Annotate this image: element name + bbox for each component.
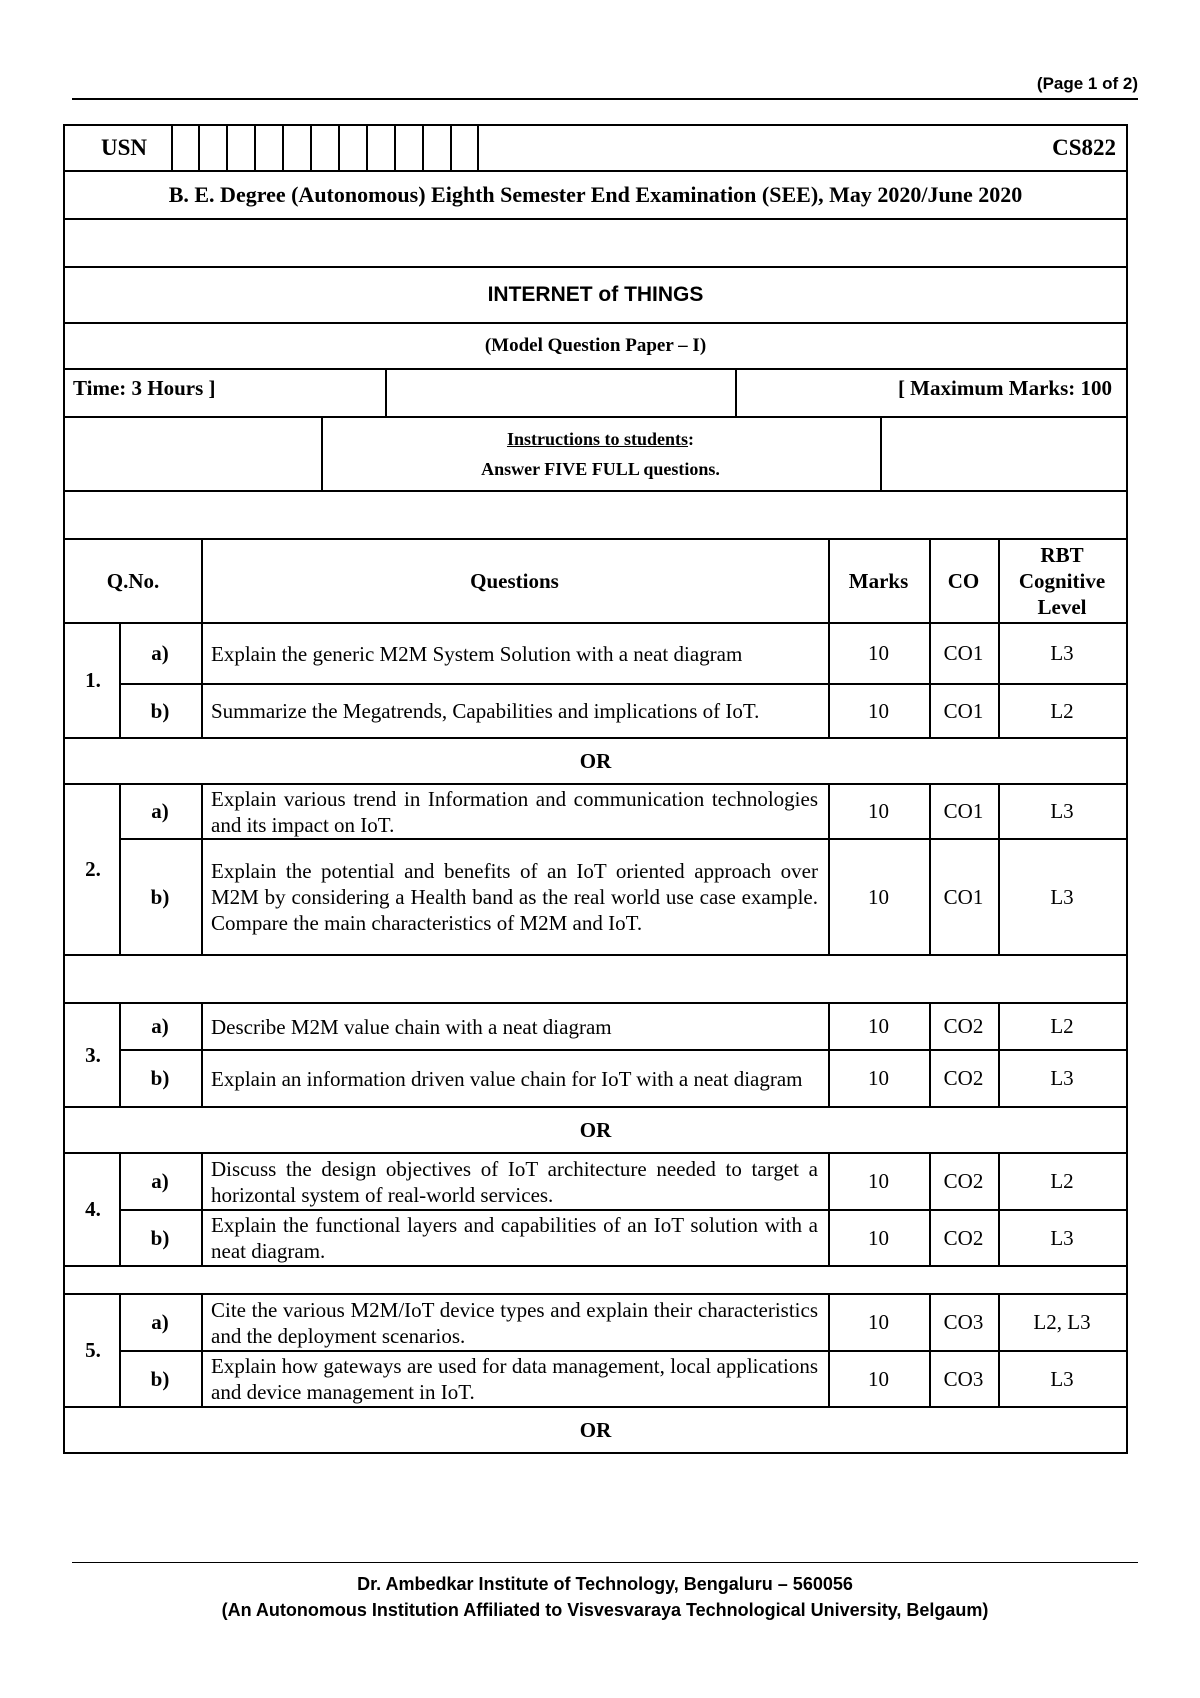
- instructions-row: [63, 418, 1128, 492]
- q5b-rbt: L3: [1050, 1366, 1074, 1391]
- q1b-marks: 10: [868, 698, 889, 723]
- header-qno: Q.No.: [106, 568, 160, 593]
- q2b-part: b): [150, 884, 170, 909]
- q2b-text: Explain the potential and benefits of an IoT oriented approach over M2M by considering a Health band as the real world use case example. Compare the main characteristics of M2M and IoT.: [211, 859, 818, 935]
- q3b-marks: 10: [868, 1066, 889, 1090]
- q3b-rbt: L3: [1050, 1066, 1074, 1090]
- q5b-row: [119, 1352, 1126, 1406]
- question-1: [63, 624, 1128, 739]
- degree-title: B. E. Degree (Autonomous) Eighth Semester End Examination (SEE), May 2020/June 2020: [168, 182, 1023, 207]
- blank-row: [63, 220, 1128, 268]
- q3a-marks: 10: [868, 1014, 889, 1038]
- header-co: CO: [947, 568, 980, 593]
- q2b-marks: 10: [868, 884, 889, 909]
- instructions-text: Answer FIVE FULL questions.: [481, 459, 720, 479]
- q4b-co: CO2: [943, 1225, 984, 1250]
- blank-row-2: [63, 492, 1128, 540]
- q4a-part: a): [151, 1169, 169, 1193]
- paper-type: (Model Question Paper – I): [484, 335, 707, 356]
- q3a-rbt: L2: [1050, 1014, 1074, 1038]
- q5b-marks: 10: [868, 1366, 889, 1391]
- q2b-co: CO1: [943, 884, 984, 909]
- table-header-row: [63, 540, 1128, 624]
- header-marks: Marks: [848, 568, 909, 593]
- page-number: (Page 1 of 2): [1036, 74, 1138, 93]
- q5a-part: a): [151, 1310, 169, 1334]
- or-row-2: [63, 1108, 1128, 1154]
- footer-affiliation: (An Autonomous Institution Affiliated to Visvesvaraya Technological University, Belgaum): [221, 1600, 989, 1620]
- question-5: [63, 1295, 1128, 1408]
- q3b-co: CO2: [943, 1066, 984, 1090]
- q2a-co: CO1: [943, 799, 984, 823]
- q5b-text: Explain how gateways are used for data management, local applications and device management in IoT.: [211, 1354, 818, 1404]
- q5-number: 5.: [85, 1338, 101, 1362]
- q4a-rbt: L2: [1050, 1169, 1074, 1193]
- question-4: [63, 1154, 1128, 1267]
- q1b-rbt: L2: [1050, 698, 1074, 723]
- course-code: CS822: [1052, 135, 1116, 160]
- q3b-part: b): [150, 1066, 170, 1090]
- q4b-marks: 10: [868, 1225, 889, 1250]
- paper-type-row: [63, 324, 1128, 370]
- header-rbt-line3: Level: [1037, 595, 1087, 619]
- exam-sheet: [63, 124, 1128, 1454]
- q2a-rbt: L3: [1050, 799, 1074, 823]
- header-rbt-line2: Cognitive: [1018, 569, 1106, 593]
- blank-row-3: [63, 956, 1128, 1004]
- question-2: [63, 785, 1128, 956]
- or-row-1: [63, 739, 1128, 785]
- subject-title: INTERNET of THINGS: [487, 283, 704, 306]
- instructions-block: [321, 418, 880, 490]
- or-label: OR: [579, 1117, 612, 1142]
- q3a-part: a): [151, 1014, 169, 1038]
- q1b-co: CO1: [943, 698, 984, 723]
- time-label: Time: 3 Hours ]: [73, 376, 216, 400]
- q5a-co: CO3: [943, 1310, 984, 1334]
- header-questions: Questions: [470, 568, 559, 593]
- degree-row: [63, 172, 1128, 220]
- q4b-part: b): [150, 1225, 170, 1250]
- q4b-row: [119, 1211, 1126, 1265]
- q1a-marks: 10: [868, 641, 889, 665]
- max-marks-label: [ Maximum Marks: 100: [897, 376, 1112, 400]
- q3b-text: Explain an information driven value chain for IoT with a neat diagram: [211, 1066, 803, 1091]
- q5a-row: [119, 1295, 1126, 1352]
- subject-row: [63, 268, 1128, 324]
- q2-number: 2.: [85, 857, 101, 881]
- or-label: OR: [579, 1417, 612, 1442]
- q4b-text: Explain the functional layers and capabilities of an IoT solution with a neat diagram.: [211, 1213, 818, 1263]
- q5b-part: b): [150, 1366, 170, 1391]
- q1a-rbt: L3: [1050, 641, 1074, 665]
- q2a-part: a): [151, 799, 169, 823]
- q1a-row: [119, 624, 1126, 685]
- question-3: [63, 1004, 1128, 1108]
- q1b-text: Summarize the Megatrends, Capabilities and implications of IoT.: [211, 699, 760, 723]
- q2a-row: [119, 785, 1126, 840]
- q2b-row: [119, 840, 1126, 954]
- q4b-rbt: L3: [1050, 1225, 1074, 1250]
- q2a-marks: 10: [868, 799, 889, 823]
- q3b-row: [119, 1051, 1126, 1106]
- q4a-marks: 10: [868, 1169, 889, 1193]
- q3a-co: CO2: [943, 1014, 984, 1038]
- q4a-row: [119, 1154, 1126, 1211]
- header-rule: [72, 98, 1138, 100]
- usn-row: [63, 124, 1128, 172]
- q4a-co: CO2: [943, 1169, 984, 1193]
- or-row-3: [63, 1408, 1128, 1454]
- instructions-heading-line: [507, 424, 694, 454]
- blank-row-4: [63, 1267, 1128, 1295]
- q1a-co: CO1: [943, 641, 984, 665]
- q1-number: 1.: [85, 668, 101, 692]
- q5a-marks: 10: [868, 1310, 889, 1334]
- q5a-text: Cite the various M2M/IoT device types and explain their characteristics and the deployment scenarios.: [211, 1297, 818, 1348]
- footer-institute: Dr. Ambedkar Institute of Technology, Bengaluru – 560056: [357, 1574, 853, 1594]
- q1b-row: [119, 685, 1126, 737]
- usn-label: USN: [101, 135, 148, 160]
- header-rbt: [998, 540, 1126, 622]
- instructions-colon: :: [688, 429, 695, 449]
- q3-number: 3.: [85, 1042, 101, 1067]
- q3a-row: [119, 1004, 1126, 1051]
- q4-number: 4.: [85, 1197, 101, 1221]
- footer-rule: [72, 1562, 1138, 1563]
- or-label: OR: [579, 748, 612, 773]
- q2b-rbt: L3: [1050, 884, 1074, 909]
- q4a-text: Discuss the design objectives of IoT architecture needed to target a horizontal system of real-world services.: [211, 1156, 818, 1207]
- q5a-rbt: L2, L3: [1033, 1310, 1091, 1334]
- q1a-part: a): [151, 641, 169, 665]
- q1b-part: b): [150, 698, 170, 723]
- q5b-co: CO3: [943, 1366, 984, 1391]
- q2a-text: Explain various trend in Information and communication technologies and its impact on IoT.: [211, 786, 818, 837]
- header-rbt-line1: RBT: [1040, 543, 1084, 567]
- instructions-heading: Instructions to students: [506, 429, 689, 449]
- q1a-text: Explain the generic M2M System Solution with a neat diagram: [211, 641, 743, 666]
- q3a-text: Describe M2M value chain with a neat diagram: [211, 1014, 612, 1039]
- time-marks-row: [63, 370, 1128, 418]
